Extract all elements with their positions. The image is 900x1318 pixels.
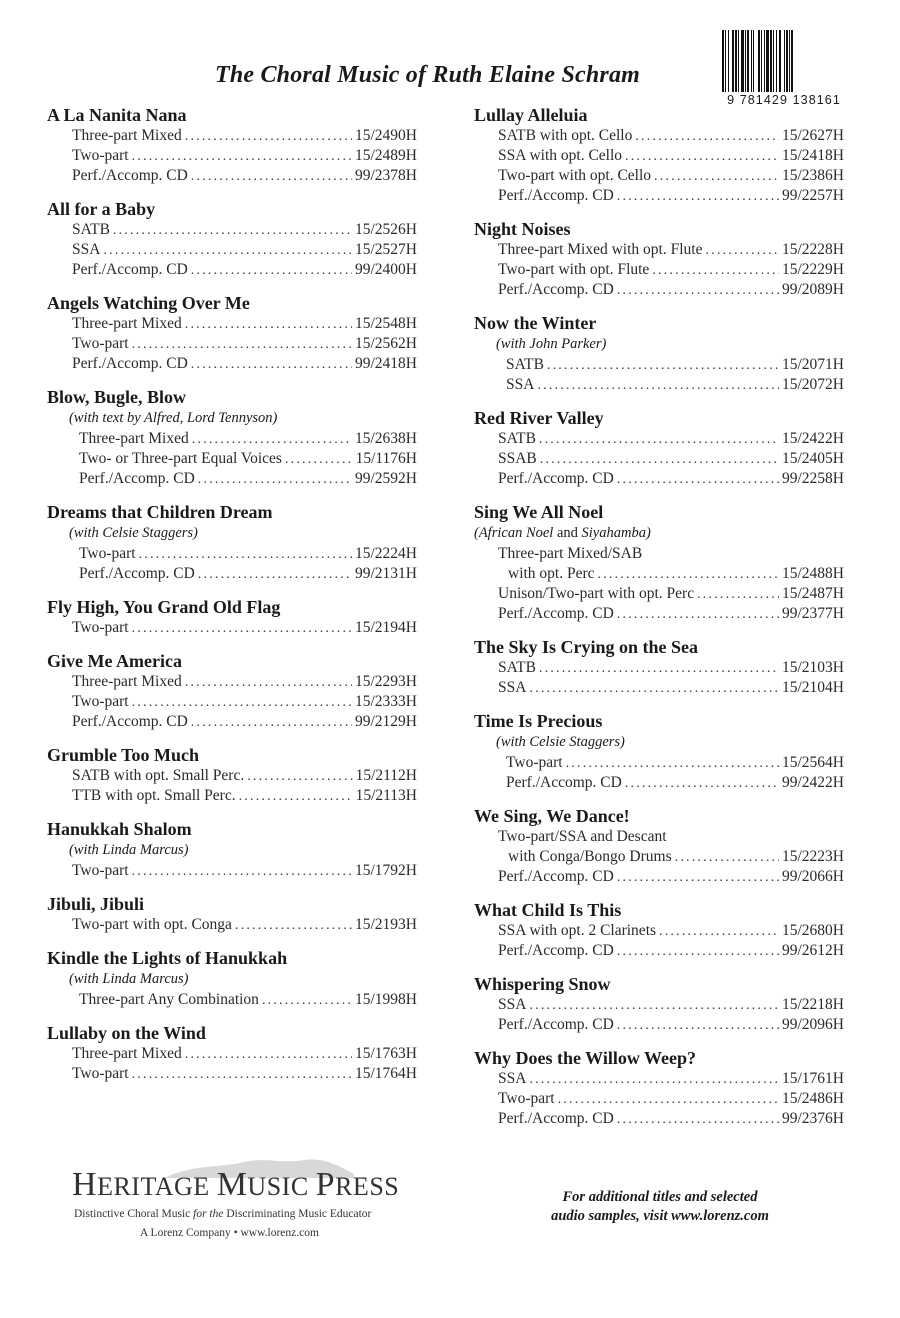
catalog-item [47,334,417,354]
item-label: SATB with opt. Small Perc. [72,767,245,784]
item-code: 15/2405H [782,450,844,467]
item-label: Two- or Three-part Equal Voices [79,450,282,467]
dot-leader [185,1045,352,1065]
dot-leader [235,916,352,936]
dot-leader [185,127,352,147]
dot-leader [132,147,352,167]
dot-leader [635,127,779,147]
dot-leader [547,356,779,376]
dot-leader [103,241,352,261]
item-label: Two-part/SSA and Descant [498,828,667,845]
item-label: Perf./Accomp. CD [498,281,614,298]
item-label: Perf./Accomp. CD [79,470,195,487]
dot-leader [697,585,779,605]
dot-leader [558,1090,779,1110]
dot-leader [617,868,779,888]
item-label: Two-part [498,1090,555,1107]
item-code: 99/2612H [782,942,844,959]
item-code: 15/1763H [355,1045,417,1062]
barcode-bar [793,30,794,92]
item-label: Three-part Mixed with opt. Flute [498,241,703,258]
item-label: SATB [72,221,110,238]
item-label: Two-part [506,754,563,771]
credit-part: (African Noel [474,525,554,541]
item-label: SATB [498,659,536,676]
item-code: 15/2224H [355,545,417,562]
catalog-item [47,861,417,881]
catalog-entry [474,501,844,624]
dot-leader [191,167,352,187]
item-code: 15/2194H [355,619,417,636]
item-code: 15/1761H [782,1070,844,1087]
catalog-entry [47,744,417,806]
catalog-item [474,753,844,773]
item-label: Perf./Accomp. CD [498,470,614,487]
entry-title: Grumble Too Much [47,745,200,765]
catalog-item [47,240,417,260]
item-label: Three-part Mixed [72,315,182,332]
dot-leader [132,1065,352,1085]
dot-leader [566,754,779,774]
catalog-item [474,429,844,449]
entry-title: Why Does the Willow Weep? [474,1048,697,1068]
item-code: 99/2258H [782,470,844,487]
item-label: Perf./Accomp. CD [498,1110,614,1127]
item-code: 15/2112H [355,767,417,784]
catalog-item [474,449,844,469]
dot-leader [705,241,779,261]
catalog-item [474,544,844,564]
dot-leader [659,922,779,942]
catalog-entry [474,805,844,887]
catalog-item [474,260,844,280]
dot-leader [598,565,779,585]
catalog-item [47,220,417,240]
item-code: 15/1764H [355,1065,417,1082]
item-label: Three-part Mixed [79,430,189,447]
item-code: 99/2376H [782,1110,844,1127]
item-code: 15/2680H [782,922,844,939]
item-label: SATB with opt. Cello [498,127,633,144]
item-code: 15/2386H [782,167,844,184]
catalog-item [474,469,844,489]
item-label: Three-part Mixed/SAB [498,545,643,562]
dot-leader [198,565,352,585]
item-label: Perf./Accomp. CD [72,261,188,278]
dot-leader [191,261,352,281]
item-code: 99/2400H [355,261,417,278]
item-code: 15/2104H [782,679,844,696]
item-label: Two-part with opt. Cello [498,167,652,184]
entry-credit: (with Linda Marcus) [69,842,189,858]
dot-leader [239,787,353,807]
item-code: 99/2257H [782,187,844,204]
item-code: 99/2129H [355,713,417,730]
dot-leader [617,187,779,207]
catalog-entry [474,899,844,961]
barcode-digits: 9 781429 138161 [727,93,841,107]
catalog-entry [47,818,417,881]
item-code: 15/2229H [782,261,844,278]
entry-title: Now the Winter [474,313,597,333]
catalog-item [474,146,844,166]
entry-title: A La Nanita Nana [47,105,187,125]
catalog-entry [47,104,417,186]
item-label: TTB with opt. Small Perc. [72,787,236,804]
catalog-item [47,990,417,1010]
catalog-item [47,1064,417,1084]
entry-title: The Sky Is Crying on the Sea [474,637,699,657]
catalog-item [474,280,844,300]
catalog-item [47,429,417,449]
item-code: 15/2113H [355,787,417,804]
left-column [47,104,417,1096]
catalog-entry [47,501,417,584]
entry-title: We Sing, We Dance! [474,806,630,826]
dot-leader [132,862,352,882]
item-code: 15/2490H [355,127,417,144]
footer-note-line2: audio samples, visit www.lorenz.com [551,1208,769,1224]
dot-leader [529,679,779,699]
catalog-entry [474,973,844,1035]
dot-leader [139,545,352,565]
catalog-item [474,1109,844,1129]
dot-leader [247,767,352,787]
right-column [474,104,844,1141]
catalog-item [474,375,844,395]
catalog-item [474,678,844,698]
catalog-entry [47,893,417,935]
item-label: with opt. Perc [508,565,595,582]
item-code: 15/2418H [782,147,844,164]
item-label: SSA [498,679,527,696]
catalog-item [474,921,844,941]
catalog-item [47,126,417,146]
dot-leader [675,848,779,868]
dot-leader [539,659,779,679]
footer-note [500,1188,820,1226]
entry-title: Hanukkah Shalom [47,819,192,839]
item-label: SATB [498,430,536,447]
catalog-entry [47,947,417,1010]
catalog-item [474,584,844,604]
item-label: Two-part [72,1065,129,1082]
catalog-item [474,1069,844,1089]
catalog-entry [474,104,844,206]
catalog-item [47,766,417,786]
item-label: Three-part Mixed [72,673,182,690]
catalog-item [47,260,417,280]
entry-title: Dreams that Children Dream [47,502,273,522]
entry-title: All for a Baby [47,199,156,219]
dot-leader [537,376,779,396]
entry-title: What Child Is This [474,900,622,920]
catalog-item [47,449,417,469]
item-code: 15/2527H [355,241,417,258]
catalog-entry [474,710,844,793]
footer-note-line1: For additional titles and selected [562,1189,758,1205]
item-label: Two-part [72,619,129,636]
entry-title: Lullay Alleluia [474,105,588,125]
catalog-entry [47,292,417,374]
dot-leader [617,470,779,490]
entry-title: Night Noises [474,219,571,239]
item-code: 15/2488H [782,565,844,582]
item-code: 15/2627H [782,127,844,144]
dot-leader [198,470,352,490]
catalog-item [47,915,417,935]
entry-title: Blow, Bugle, Blow [47,387,187,407]
dot-leader [262,991,352,1011]
credit-part: and [553,525,582,541]
item-code: 15/2223H [782,848,844,865]
dot-leader [185,315,352,335]
entry-credit: (with Celsie Staggers) [69,525,198,541]
entry-title: Give Me America [47,651,182,671]
item-code: 15/2193H [355,916,417,933]
entry-credit [474,523,844,544]
dot-leader [617,1016,779,1036]
catalog-entry [474,636,844,698]
entry-title: Jibuli, Jibuli [47,894,145,914]
entry-title: Kindle the Lights of Hanukkah [47,948,288,968]
dot-leader [540,450,779,470]
dot-leader [191,713,352,733]
entry-credit: (with John Parker) [496,336,607,352]
entry-title: Red River Valley [474,408,604,428]
item-label: Perf./Accomp. CD [506,774,622,791]
publisher-tagline: Distinctive Choral Music for the Discriminating Music Educator [74,1208,372,1220]
page-title: The Choral Music of Ruth Elaine Schram [215,62,641,88]
catalog-item [474,126,844,146]
item-label: Two-part [79,545,136,562]
catalog-item [474,564,844,584]
catalog-entry [474,312,844,395]
item-code: 99/2378H [355,167,417,184]
item-label: Three-part Mixed [72,127,182,144]
catalog-item [474,867,844,887]
item-code: 15/2228H [782,241,844,258]
item-code: 15/2333H [355,693,417,710]
catalog-entry [47,386,417,489]
item-code: 99/2377H [782,605,844,622]
entry-title: Fly High, You Grand Old Flag [47,597,281,617]
item-label: Perf./Accomp. CD [79,565,195,582]
catalog-item [47,786,417,806]
dot-leader [113,221,352,241]
catalog-item [47,692,417,712]
item-label: Perf./Accomp. CD [498,605,614,622]
item-code: 15/1792H [355,862,417,879]
item-label: Two-part [72,147,129,164]
entry-credit: (with Celsie Staggers) [496,734,625,750]
catalog-item [474,240,844,260]
item-code: 15/2489H [355,147,417,164]
item-label: SSA with opt. 2 Clarinets [498,922,657,939]
dot-leader [652,261,779,281]
item-label: Three-part Any Combination [79,991,259,1008]
dot-leader [191,355,352,375]
dot-leader [625,774,779,794]
item-label: Three-part Mixed [72,1045,182,1062]
catalog-entry [474,1047,844,1129]
dot-leader [185,673,352,693]
item-code: 15/2526H [355,221,417,238]
item-code: 15/2293H [355,673,417,690]
catalog-item [47,354,417,374]
dot-leader [285,450,353,470]
item-label: Two-part with opt. Flute [498,261,650,278]
catalog-item [474,355,844,375]
dot-leader [654,167,779,187]
entry-credit: (with Linda Marcus) [69,971,189,987]
item-label: SSA [506,376,535,393]
item-label: SSA [498,996,527,1013]
entry-credit: (with text by Alfred, Lord Tennyson) [69,410,278,426]
item-label: Perf./Accomp. CD [498,942,614,959]
barcode [718,30,850,110]
item-code: 15/2548H [355,315,417,332]
catalog-item [47,618,417,638]
item-code: 15/2562H [355,335,417,352]
catalog-item [474,995,844,1015]
item-label: SSA [72,241,101,258]
item-code: 15/2103H [782,659,844,676]
item-label: with Conga/Bongo Drums [508,848,672,865]
catalog-item [474,186,844,206]
catalog-item [47,146,417,166]
item-code: 15/2638H [355,430,417,447]
catalog-entry [47,596,417,638]
item-code: 15/2487H [782,585,844,602]
publisher-logo [72,1148,422,1248]
dot-leader [617,605,779,625]
item-code: 15/1176H [355,450,417,467]
entry-title: Angels Watching Over Me [47,293,250,313]
item-code: 99/2096H [782,1016,844,1033]
entry-title: Lullaby on the Wind [47,1023,206,1043]
publisher-company: A Lorenz Company • www.lorenz.com [140,1227,319,1239]
item-code: 15/2071H [782,356,844,373]
item-label: SSA with opt. Cello [498,147,623,164]
catalog-item [47,564,417,584]
item-code: 99/2418H [355,355,417,372]
item-label: Perf./Accomp. CD [498,868,614,885]
entry-title: Time Is Precious [474,711,603,731]
barcode-bars [722,30,846,92]
dot-leader [625,147,779,167]
catalog-item [474,1015,844,1035]
credit-part: Siyahamba) [581,525,651,541]
dot-leader [617,281,779,301]
item-code: 15/2486H [782,1090,844,1107]
catalog-entry [47,650,417,732]
entry-title: Sing We All Noel [474,502,604,522]
dot-leader [617,1110,779,1130]
dot-leader [132,693,352,713]
catalog-item [474,827,844,847]
item-label: Two-part [72,335,129,352]
item-code: 99/2089H [782,281,844,298]
dot-leader [529,996,779,1016]
catalog-entry [47,1022,417,1084]
item-label: Perf./Accomp. CD [498,187,614,204]
catalog-entry [47,198,417,280]
item-code: 99/2131H [355,565,417,582]
catalog-item [47,1044,417,1064]
item-code: 15/2422H [782,430,844,447]
item-label: Perf./Accomp. CD [498,1016,614,1033]
catalog-item [474,166,844,186]
item-code: 99/2066H [782,868,844,885]
catalog-item [474,941,844,961]
dot-leader [192,430,352,450]
item-label: SSAB [498,450,537,467]
publisher-name: HERITAGE MUSIC PRESS [72,1166,400,1203]
catalog-item [47,712,417,732]
item-label: Two-part [72,693,129,710]
item-label: SATB [506,356,544,373]
item-label: SSA [498,1070,527,1087]
item-code: 99/2422H [782,774,844,791]
catalog-item [47,544,417,564]
item-label: Perf./Accomp. CD [72,713,188,730]
catalog-item [474,658,844,678]
item-code: 15/2218H [782,996,844,1013]
catalog-item [47,672,417,692]
catalog-entry [474,407,844,489]
item-code: 15/2564H [782,754,844,771]
dot-leader [529,1070,779,1090]
catalog-item [47,469,417,489]
catalog-item [474,1089,844,1109]
catalog-item [47,314,417,334]
item-label: Unison/Two-part with opt. Perc [498,585,695,602]
item-label: Perf./Accomp. CD [72,355,188,372]
dot-leader [132,619,352,639]
item-label: Two-part with opt. Conga [72,916,232,933]
catalog-item [474,604,844,624]
item-label: Two-part [72,862,129,879]
catalog-item [474,847,844,867]
entry-title: Whispering Snow [474,974,611,994]
dot-leader [132,335,352,355]
item-code: 15/1998H [355,991,417,1008]
dot-leader [539,430,779,450]
item-code: 15/2072H [782,376,844,393]
catalog-item [47,166,417,186]
item-code: 99/2592H [355,470,417,487]
catalog-entry [474,218,844,300]
catalog-item [474,773,844,793]
item-label: Perf./Accomp. CD [72,167,188,184]
dot-leader [617,942,779,962]
